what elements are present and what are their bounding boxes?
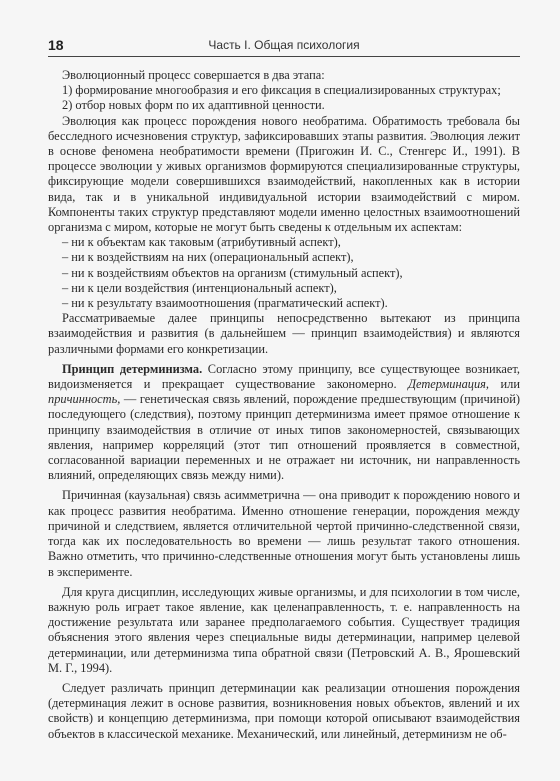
text-run: — генетическая связь явлений, порождение предшествующим (причиной) последующего (следствия), поэтому принцип детерминизма имеет прямое отношение к принципу взаимодействия в отличие от иных типов закономерностей, связывающих явления, например корреляций (этот тип отношений проявляется в совместной, согласованной вариации переменных и не отражает ни источник, ни направленность влияний, определяющих связь между ними).: [48, 392, 520, 483]
paragraph-evolution: Эволюция как процесс порождения нового необратима. Обратимость требовала бы бесследного исчезновения структур, зафиксировавших этапы развития. Эволюция лежит в основе феномена необратимости времени (Пригожин И. С., Стенгерс И., 1991). В процессе эволюции у живых организмов формируются специализированные структуры, фиксирующие модели совершившихся взаимодействий, накопленных как в истории вида, так и в уникальной индивидуальной истории взаимодействий с миром. Компоненты таких структур представляют модели именно целостных взаимоотношений организма с миром, которые не могут быть сведены к отдельным их аспектам:: [48, 113, 520, 235]
list-item: – ни к результату взаимоотношения (прагматический аспект).: [62, 296, 388, 311]
aspects-list: [48, 235, 520, 311]
list-item: – ни к воздействиям объектов на организм (стимульный аспект),: [62, 265, 403, 280]
term-determination: Детерминация,: [408, 377, 490, 392]
paragraph-determination-vs-determinism: Следует различать принцип детерминации как реализации отношения порождения (детерминация лежит в основе развития, возникновения новых объектов, явлений и их свойств) и концепцию детерминизма, при помощи которой описывают взаимодействия объектов в классической механике. Механический, или линейный, детерминизм не об-: [48, 680, 520, 741]
paragraph-purposefulness: Для круга дисциплин, исследующих живые организмы, и для психологии в том числе, важную роль играет такое явление, как целенаправленность, т. е. направленность на достижение результата или заранее предполагаемого события. Существует традиция объяснения этого явления через специальные виды детерминации, например целевой детерминации, или детерминизма типа обратной связи (Петровский А. В., Ярошевский М. Г., 1994).: [48, 584, 520, 675]
text-run: или: [489, 377, 520, 392]
list-item: – ни к цели воздействия (интенциональный аспект),: [62, 280, 337, 295]
running-title: Часть I. Общая психология: [208, 38, 360, 52]
determinism-heading: Принцип детерминизма.: [62, 361, 203, 376]
running-head: [48, 34, 520, 57]
term-causality: причинность,: [48, 392, 121, 407]
paragraph-stage-2: 2) отбор новых форм по их адаптивной ценности.: [62, 98, 325, 113]
paragraph-principles: Рассматриваемые далее принципы непосредственно вытекают из принципа взаимодействия и развития (в дальнейшем — принцип взаимодействия) и являются различными формами его конкретизации.: [48, 311, 520, 356]
list-item: – ни к объектам как таковым (атрибутивный аспект),: [62, 235, 341, 250]
paragraph-intro: Эволюционный процесс совершается в два этапа:: [62, 68, 325, 82]
paragraph-causal-link: Причинная (каузальная) связь асимметрична — она приводит к порождению нового и как процесс развития необратима. Именно отношение генерации, порождения между причиной и следствием, является отличительной чертой причинно-следственной связи, тогда как их последовательность во времени — лишь результат такого отношения. Важно отметить, что причинно-следственные отношения могут быть установлены лишь в эксперименте.: [48, 488, 520, 579]
page-number: 18: [48, 37, 64, 53]
text-run: Согласно этому принципу, все существующее возникает, видоизменяется и прекращает существование закономерно.: [48, 361, 520, 392]
paragraph-determinism: [48, 362, 520, 484]
body-text: [48, 68, 520, 742]
list-item: – ни к воздействиям на них (операциональный аспект),: [62, 250, 354, 265]
paragraph-stage-1: 1) формирование многообразия и его фиксация в специализированных структурах;: [62, 83, 501, 98]
